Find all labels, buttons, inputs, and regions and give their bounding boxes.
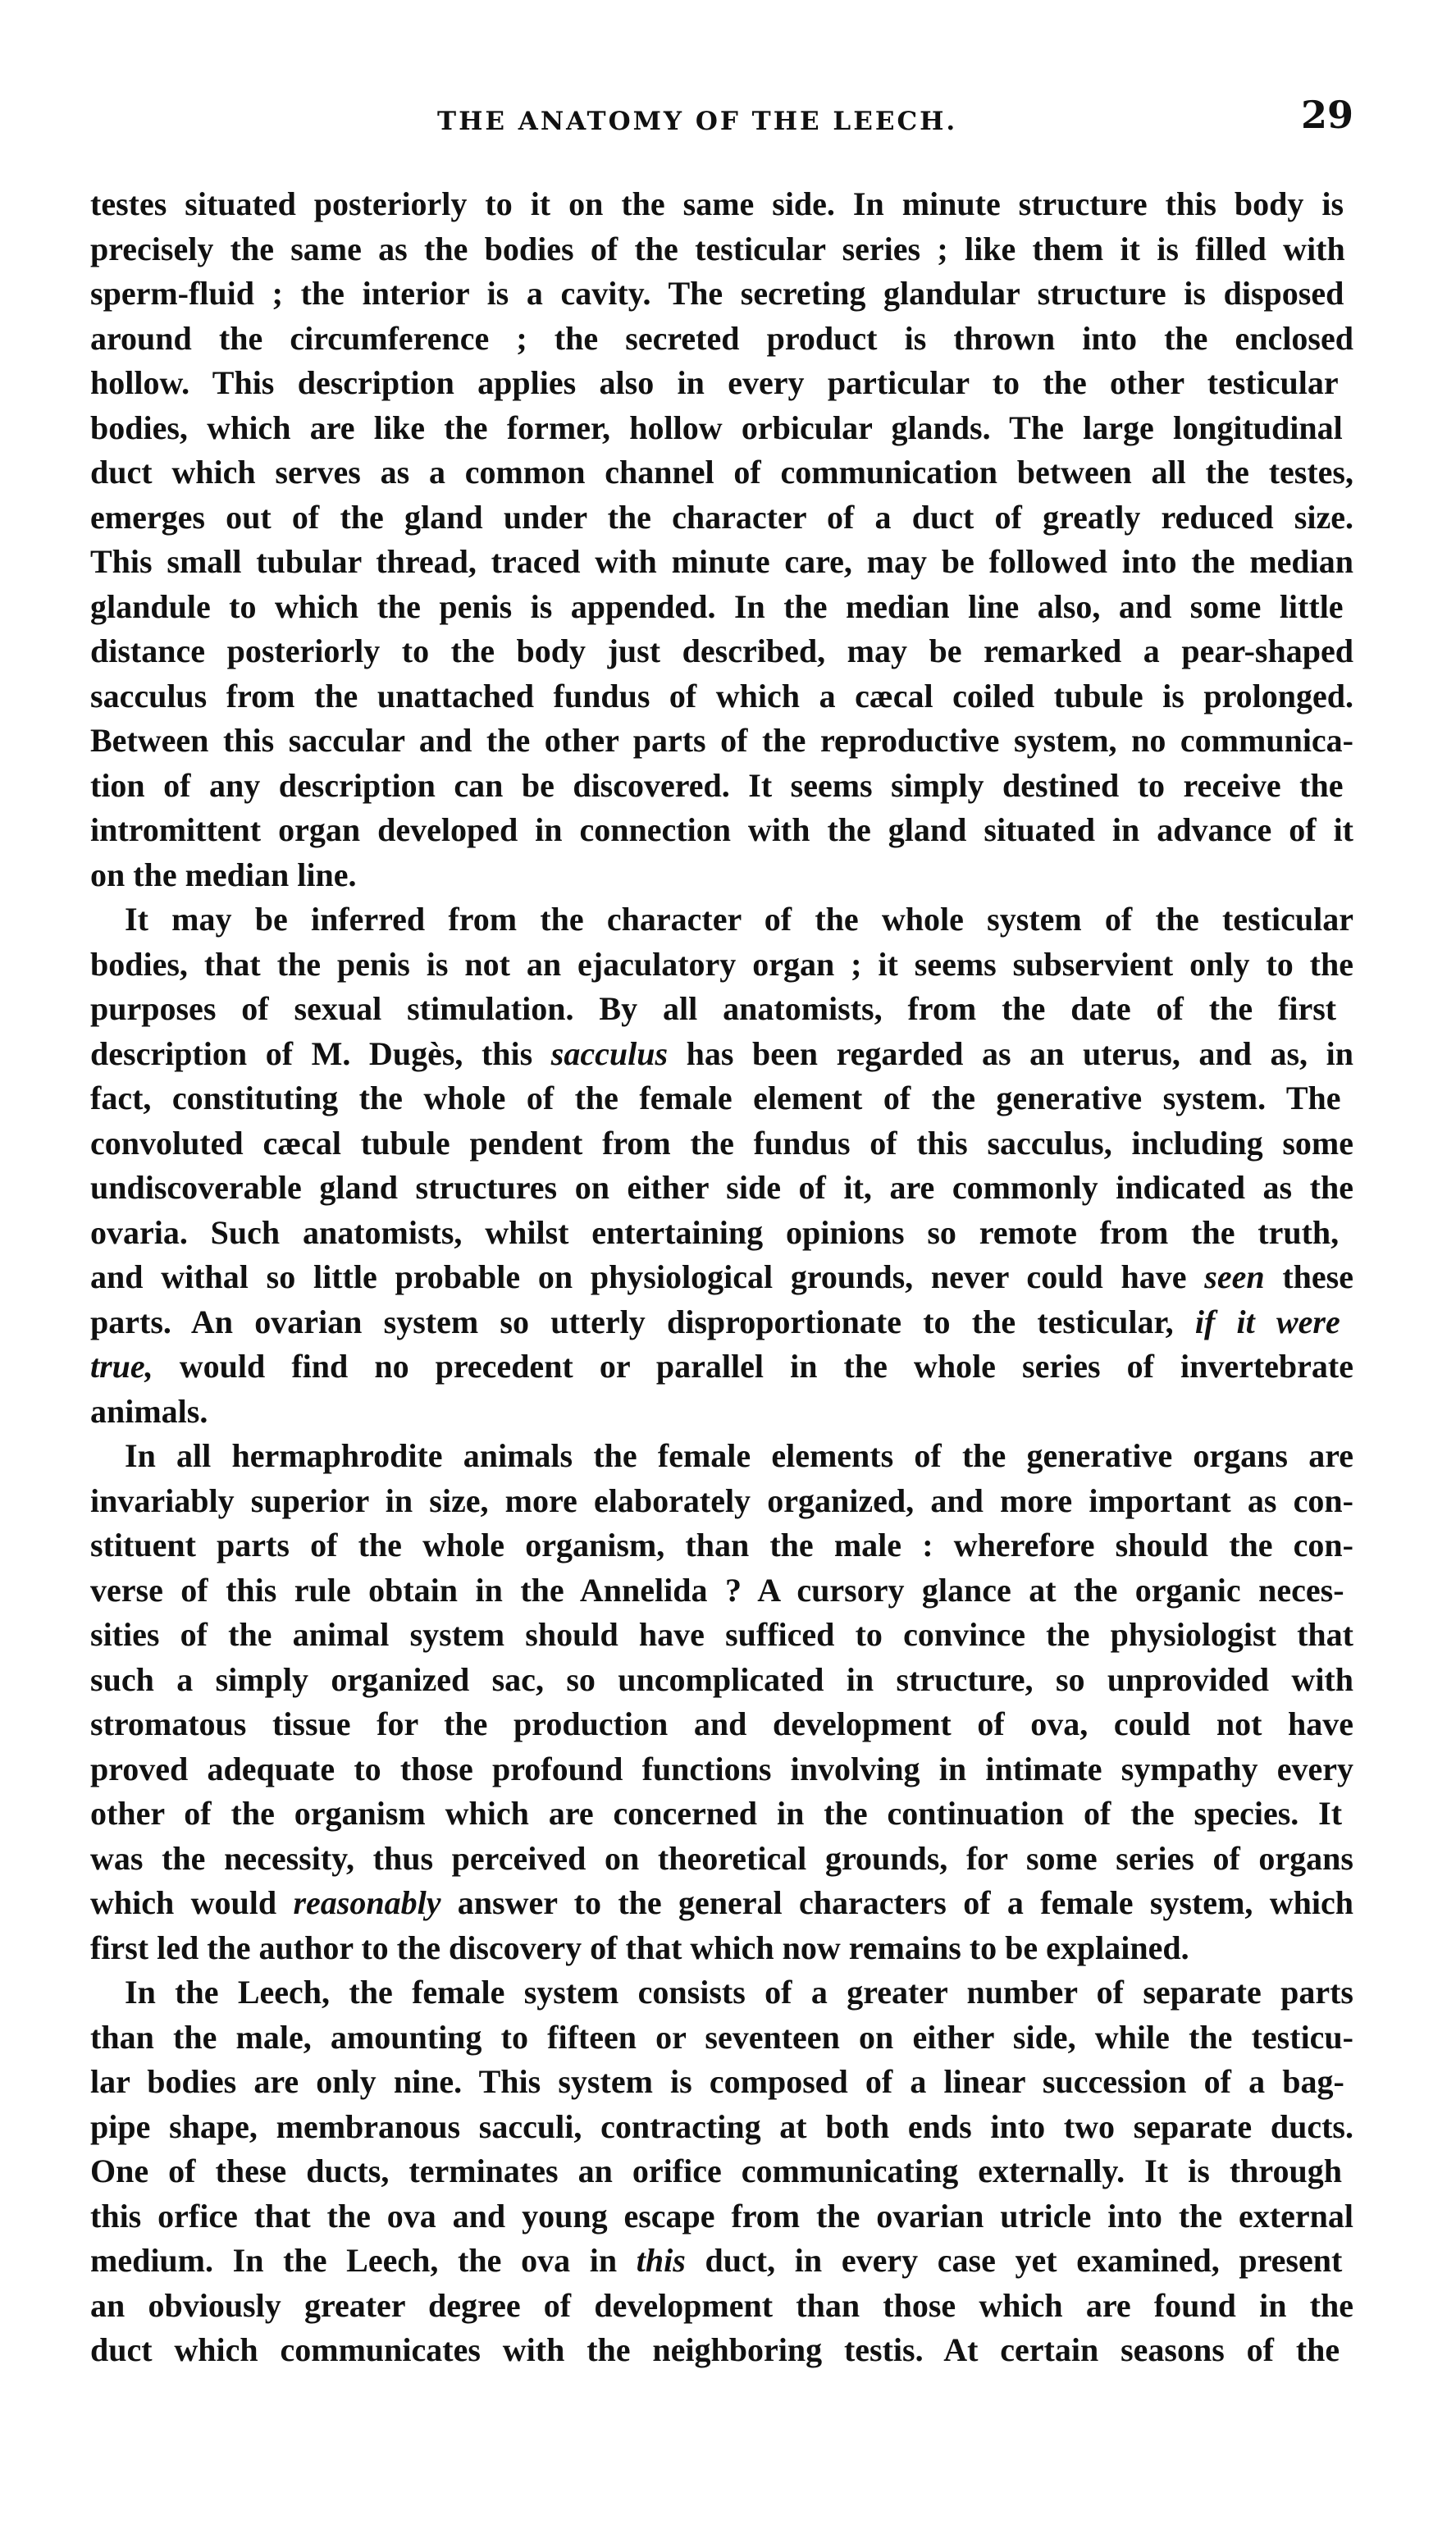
text-run: stituent parts of the whole organism, than the male : wherefore should the con- — [90, 1527, 1353, 1564]
text-run: purposes of sexual stimulation. By all anatomists, from the date of the first — [90, 990, 1337, 1027]
text-line — [90, 1658, 1353, 1703]
text-line — [90, 1076, 1353, 1121]
text-line — [90, 317, 1353, 362]
text-run: other of the organism which are concerned in the continuation of the species. It — [90, 1795, 1343, 1832]
italic-text: true, — [90, 1348, 153, 1385]
text-run: intromittent organ developed in connection with the gland situated in advance of it — [90, 811, 1353, 848]
paragraph-first-line — [90, 897, 1353, 943]
text-line — [90, 764, 1353, 809]
text-run: distance posteriorly to the body just described, may be remarked a pear-shaped — [90, 632, 1353, 669]
paragraph-first-line — [90, 182, 1353, 227]
text-run: on the median line. — [90, 856, 357, 893]
text-run: This small tubular thread, traced with minute care, may be followed into the median — [90, 543, 1353, 580]
text-line — [90, 2105, 1353, 2150]
text-run: convoluted cæcal tubule pendent from the fundus of this sacculus, including some — [90, 1124, 1353, 1162]
text-line — [90, 2284, 1353, 2329]
text-run: description of M. Dugès, this — [90, 1034, 551, 1072]
paragraph-first-line — [90, 1434, 1353, 1479]
text-line — [90, 495, 1353, 541]
text-run: testes situated posteriorly to it on the same side. In minute structure this body is — [90, 185, 1344, 222]
text-run: fact, constituting the whole of the female element of the generative system. The — [90, 1080, 1341, 1116]
running-head-title: THE ANATOMY OF THE LEECH. — [437, 107, 958, 136]
text-line — [90, 1792, 1353, 1837]
text-line — [90, 2149, 1353, 2194]
text-run: In the Leech, the female system consists of a greater number of separate parts — [125, 1974, 1353, 2011]
text-line — [90, 585, 1353, 630]
text-run: One of these ducts, terminates an orifice communicating externally. It is through — [90, 2152, 1342, 2189]
text-run: and withal so little probable on physiological grounds, never could have — [90, 1258, 1205, 1295]
text-line — [90, 808, 1353, 853]
text-line — [90, 2015, 1353, 2061]
text-run: duct which serves as a common channel of communication between all the testes, — [90, 454, 1353, 491]
text-run: an obviously greater degree of development than those which are found in the — [90, 2286, 1353, 2324]
text-run: which would — [90, 1884, 294, 1921]
text-line — [90, 1479, 1353, 1524]
text-line — [90, 1390, 1353, 1435]
text-line — [90, 2328, 1353, 2373]
text-line — [90, 629, 1353, 674]
text-line — [90, 1300, 1353, 1345]
text-line — [90, 1032, 1353, 1077]
text-line — [90, 450, 1353, 495]
text-run: duct, in every case yet examined, present — [685, 2242, 1343, 2279]
text-line — [90, 987, 1353, 1032]
text-run: duct which communicates with the neighboring testis. At certain seasons of the — [90, 2331, 1340, 2368]
text-run: invariably superior in size, more elaborately organized, and more important as con- — [90, 1481, 1353, 1519]
page-number: 29 — [1300, 93, 1353, 137]
text-run: bodies, that the penis is not an ejaculatory organ ; it seems subservient only to the — [90, 945, 1353, 983]
text-run: answer to the general characters of a female system, which — [440, 1884, 1353, 1921]
text-run: hollow. This description applies also in every particular to the other testicular — [90, 364, 1339, 401]
text-run: first led the author to the discovery of that which now remains to be explained. — [90, 1929, 1189, 1966]
text-run: ovaria. Such anatomists, whilst entertaining opinions so remote from the truth, — [90, 1213, 1340, 1251]
text-run: medium. In the Leech, the ova in — [90, 2242, 637, 2279]
text-run: tion of any description can be discovered. It seems simply destined to receive the — [90, 766, 1344, 804]
text-run: verse of this rule obtain in the Annelida ? A cursory glance at the organic neces- — [90, 1571, 1344, 1609]
text-run: It may be inferred from the character of the whole system of the testicular — [125, 901, 1353, 938]
text-run: lar bodies are only nine. This system is composed of a linear succession of a bag- — [90, 2063, 1344, 2100]
text-line — [90, 2194, 1353, 2239]
text-run: sperm-fluid ; the interior is a cavity. The secreting glandular structure is disposed — [90, 275, 1344, 312]
text-line — [90, 2239, 1353, 2284]
text-run: glandule to which the penis is appended. In the median line also, and some little — [90, 587, 1344, 625]
text-line — [90, 1523, 1353, 1568]
text-line — [90, 406, 1353, 451]
text-run: would find no precedent or parallel in the whole series of invertebrate — [153, 1348, 1353, 1385]
text-line — [90, 1613, 1353, 1658]
italic-text: seen — [1204, 1258, 1265, 1295]
text-run: sacculus from the unattached fundus of which a cæcal coiled tubule is prolonged. — [90, 677, 1353, 714]
text-line — [90, 674, 1353, 719]
text-run: animals. — [90, 1392, 208, 1430]
text-line — [90, 1568, 1353, 1614]
text-run: was the necessity, thus perceived on theoretical grounds, for some series of organs — [90, 1839, 1353, 1877]
text-run: proved adequate to those profound functions involving in intimate sympathy every — [90, 1750, 1353, 1787]
text-line — [90, 1166, 1353, 1211]
text-line — [90, 272, 1353, 317]
italic-text: if it were — [1194, 1303, 1340, 1340]
text-run: these — [1264, 1258, 1353, 1295]
text-run: has been regarded as an uterus, and as, in — [668, 1034, 1353, 1072]
text-line — [90, 2060, 1353, 2105]
text-run: precisely the same as the bodies of the testicular series ; like them it is filled with — [90, 230, 1345, 267]
text-line — [90, 719, 1353, 764]
text-line — [90, 1211, 1353, 1256]
text-line — [90, 1747, 1353, 1792]
paragraph-first-line — [90, 1970, 1353, 2015]
text-run: such a simply organized sac, so uncomplicated in structure, so unprovided with — [90, 1660, 1353, 1698]
text-line — [90, 1121, 1353, 1166]
text-line — [90, 1702, 1353, 1747]
text-run: bodies, which are like the former, hollow orbicular glands. The large longitudinal — [90, 409, 1343, 446]
text-run: than the male, amounting to fifteen or seventeen on either side, while the testicu- — [90, 2018, 1353, 2056]
text-run: this orfice that the ova and young escape from the ovarian utricle into the external — [90, 2197, 1353, 2235]
text-run: undiscoverable gland structures on either side of it, are commonly indicated as the — [90, 1169, 1353, 1206]
italic-text: sacculus — [550, 1034, 669, 1072]
body-text — [90, 182, 1353, 2373]
text-run: In all hermaphrodite animals the female elements of the generative organs are — [125, 1437, 1353, 1474]
text-line — [90, 943, 1353, 988]
text-line — [90, 1881, 1353, 1926]
italic-text: reasonably — [293, 1884, 441, 1921]
text-line — [90, 1926, 1353, 1971]
text-line — [90, 1837, 1353, 1882]
text-run: Between this saccular and the other parts of the reproductive system, no communica- — [90, 722, 1353, 759]
italic-text: this — [636, 2242, 686, 2279]
text-run: around the circumference ; the secreted product is thrown into the enclosed — [90, 319, 1353, 357]
text-line — [90, 1255, 1353, 1300]
text-run: sities of the animal system should have sufficed to convince the physiologist that — [90, 1616, 1353, 1653]
text-run: stromatous tissue for the production and development of ova, could not have — [90, 1705, 1353, 1742]
text-run: parts. An ovarian system so utterly disproportionate to the testicular, — [90, 1303, 1195, 1340]
text-run: emerges out of the gland under the character of a duct of greatly reduced size. — [90, 498, 1353, 536]
text-line — [90, 540, 1353, 585]
text-line — [90, 361, 1353, 406]
text-line — [90, 227, 1353, 272]
text-run: pipe shape, membranous sacculi, contracting at both ends into two separate ducts. — [90, 2107, 1353, 2145]
text-line — [90, 853, 1353, 898]
text-line — [90, 1344, 1353, 1390]
